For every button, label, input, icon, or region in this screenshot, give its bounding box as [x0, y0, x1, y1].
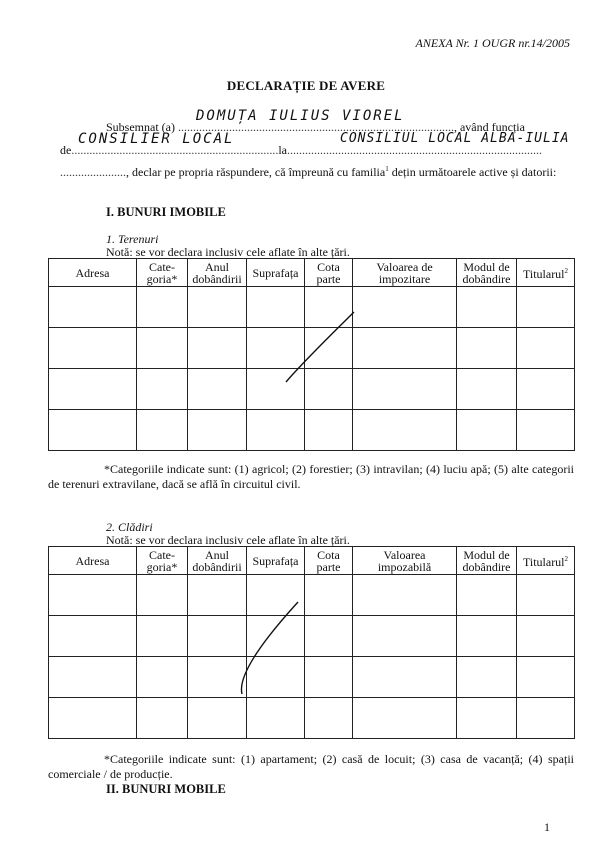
land-table-header: [49, 259, 575, 287]
declarant-line-1: Subsemnat (a) ............................................................................................, având funcția: [106, 120, 525, 134]
strike-through-mark: [236, 598, 306, 698]
col-header: Titularul$^2$: [517, 259, 575, 287]
subsection-title-buildings: 2. Clădiri: [106, 520, 153, 534]
subsection-title-land: 1. Terenuri: [106, 232, 159, 246]
section-title-movable: II. BUNURI MOBILE: [106, 782, 226, 796]
declaration-text: , declar pe propria răspundere, că împreună cu familia: [126, 165, 386, 179]
document-title: DECLARAȚIE DE AVERE: [226, 78, 386, 93]
declarant-line-3: ......................, declar pe propria răspundere, că împreună cu familia$^1$ dețin următoarele active și datorii:: [60, 165, 557, 179]
col-header: Anul dobândirii: [188, 547, 247, 575]
subsemnat-label: Subsemnat (a): [106, 120, 175, 134]
table-row: [49, 410, 575, 451]
col-header: Suprafața: [247, 547, 305, 575]
col-header: Adresa: [49, 259, 137, 287]
note-land: Notă: se vor declara inclusiv cele aflate în alte țări.: [106, 245, 350, 259]
table-row: [49, 657, 575, 698]
annex-reference: ANEXA Nr. 1 OUGR nr.14/2005: [415, 36, 570, 50]
land-footnote: *Categoriile indicate sunt: (1) agricol; (2) forestier; (3) intravilan; (4) luciu apă; (5) alte categorii de terenuri extravilane, dacă se află în circuitul civil.: [48, 462, 574, 491]
buildings-table: [48, 546, 575, 739]
table-row: [49, 575, 575, 616]
note-buildings: Notă: se vor declara inclusiv cele aflate în alte țări.: [106, 533, 350, 547]
col-header: Titularul$^2$: [517, 547, 575, 575]
strike-through-mark: [280, 308, 360, 388]
col-header: Anul dobândirii: [188, 259, 247, 287]
la-label: la: [278, 143, 287, 157]
handwritten-name: DOMUȚA IULIUS VIOREL: [196, 108, 405, 124]
section-title-immovable: I. BUNURI IMOBILE: [106, 205, 226, 219]
declarant-line-2: de.....................................................................la.....................................................................................: [60, 143, 542, 157]
handwritten-institution: CONSILIUL LOCAL ALBA-IULIA: [340, 131, 570, 146]
col-header: Adresa: [49, 547, 137, 575]
footnote-marker-1: 1: [385, 165, 389, 173]
function-label: , având funcția: [453, 120, 525, 134]
buildings-footnote: *Categoriile indicate sunt: (1) apartament; (2) casă de locuit; (3) casa de vacanță; (4) spații comerciale / de producție.: [48, 752, 574, 781]
col-header: Cate- goria*: [137, 547, 188, 575]
table-row: [49, 698, 575, 739]
col-header: Modul de dobândire: [457, 259, 517, 287]
col-header: Cota parte: [305, 259, 353, 287]
buildings-table-header: [49, 547, 575, 575]
handwritten-function: CONSILIER LOCAL: [78, 131, 235, 147]
col-header: Modul de dobândire: [457, 547, 517, 575]
de-label: de: [60, 143, 72, 157]
page-number: 1: [544, 820, 550, 834]
col-header: Cota parte: [305, 547, 353, 575]
col-header: Suprafața: [247, 259, 305, 287]
col-header: Valoarea de impozitare: [353, 259, 457, 287]
col-header: Valoarea impozabilă: [353, 547, 457, 575]
col-header: Cate- goria*: [137, 259, 188, 287]
table-row: [49, 616, 575, 657]
